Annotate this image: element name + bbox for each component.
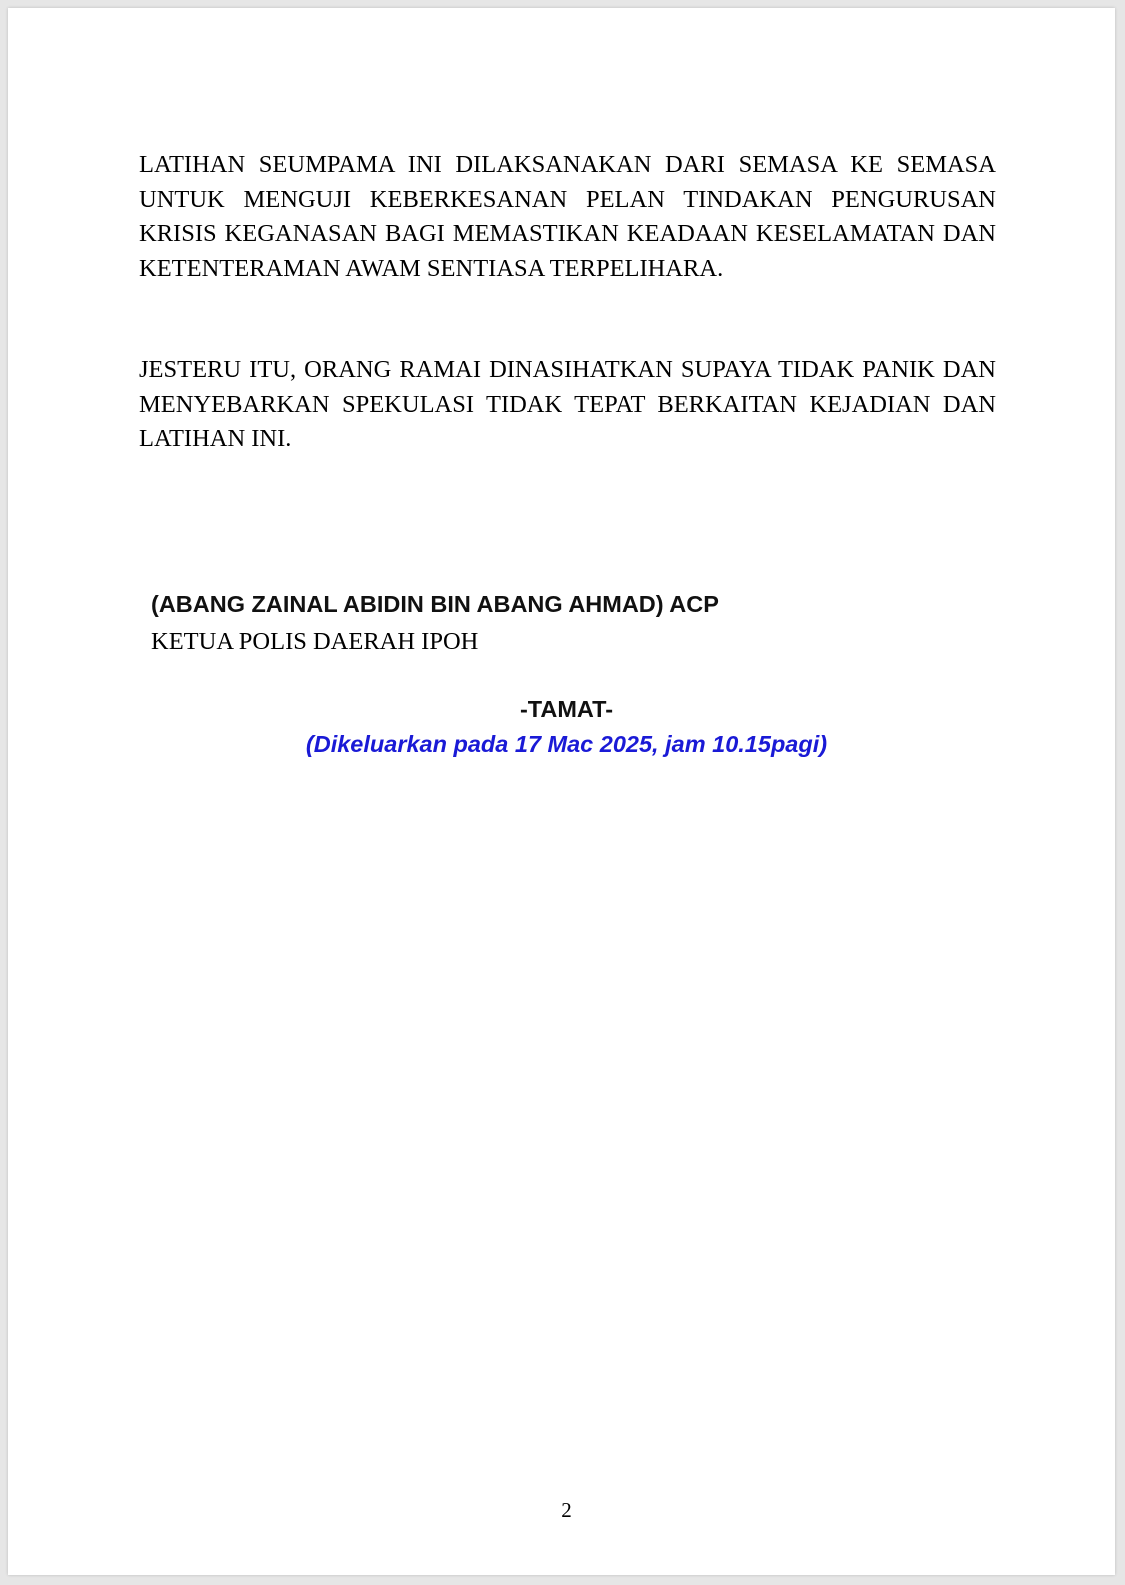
issued-note: (Dikeluarkan pada 17 Mac 2025, jam 10.15pagi): [305, 731, 828, 757]
signatory-name: (ABANG ZAINAL ABIDIN BIN ABANG AHMAD) ACP: [151, 591, 719, 617]
end-mark: -TAMAT-: [519, 696, 614, 722]
paragraph-public-advice: JESTERU ITU, ORANG RAMAI DINASIHATKAN SUPAYA TIDAK PANIK DAN MENYEBARKAN SPEKULASI TIDAK TEPAT BERKAITAN KEJADIAN DAN LATIHAN INI.: [139, 356, 996, 452]
document-page: [8, 8, 1115, 1575]
page-number: 2: [561, 1498, 572, 1522]
paragraph-exercise-purpose: LATIHAN SEUMPAMA INI DILAKSANAKAN DARI SEMASA KE SEMASA UNTUK MENGUJI KEBERKESANAN PELAN TINDAKAN PENGURUSAN KRISIS KEGANASAN BAGI MEMASTIKAN KEADAAN KESELAMATAN DAN KETENTERAMAN AWAM SENTIASA TERPELIHARA.: [139, 151, 996, 282]
signatory-title: KETUA POLIS DAERAH IPOH: [151, 628, 479, 655]
